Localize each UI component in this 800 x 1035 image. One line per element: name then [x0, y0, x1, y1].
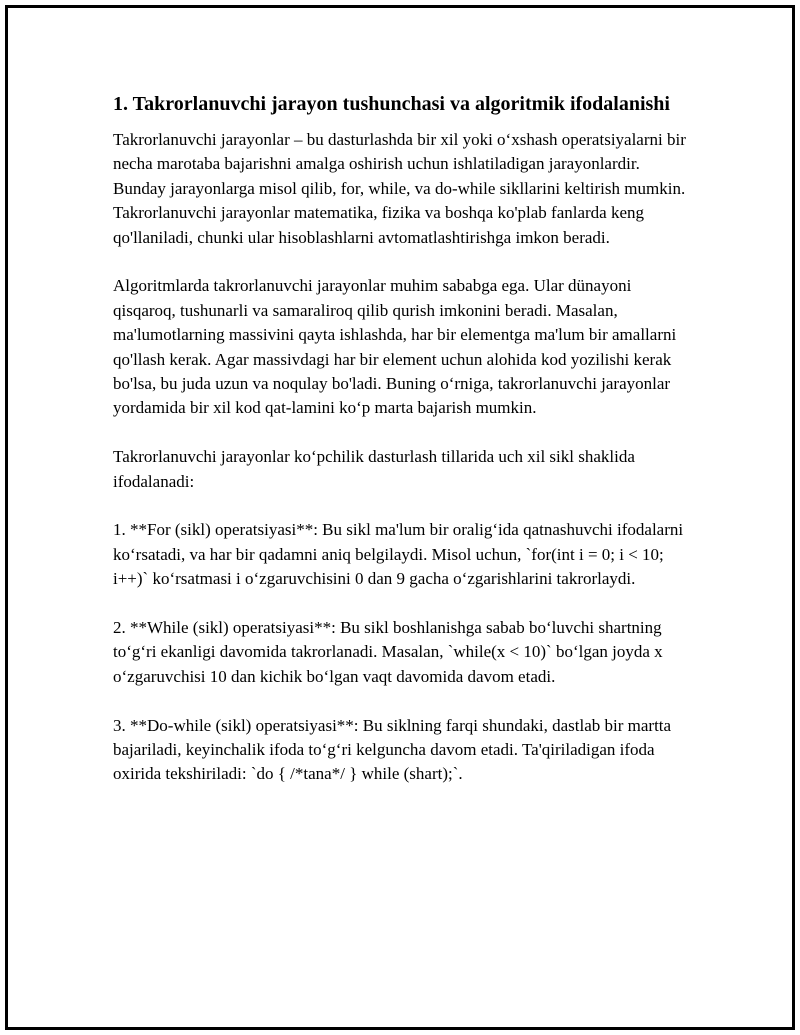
document-body — [113, 90, 693, 811]
section-heading: 1. Takrorlanuvchi jarayon tushunchasi va algoritmik ifodalanishi — [113, 93, 670, 115]
paragraph-loop-types: Takrorlanuvchi jarayonlar ko‘pchilik dasturlash tillarida uch xil sikl shaklida ifodalanadi: — [113, 447, 635, 491]
paragraph-do-while-loop: 3. **Do-while (sikl) operatsiyasi**: Bu siklning farqi shundaki, dastlab bir martta bajariladi, keyinchalik ifoda to‘g‘ri kelguncha davom etadi. Ta'qiriladigan ifoda oxirida tekshiriladi: `do { /*tana*/ } while (shart);`. — [113, 715, 672, 784]
paragraph-for-loop: 1. **For (sikl) operatsiyasi**: Bu sikl ma'lum bir oralig‘ida qatnashuvchi ifodalarni ko‘rsatadi, va har bir qadamni aniq belgilaydi. Misol uchun, `for(int i = 0; i < 10; i++)` ko‘rsatmasi i o‘zgaruvchisini 0 dan 9 gacha o‘zgarishlarini takrorlaydi. — [113, 520, 684, 589]
paragraph-intro: Takrorlanuvchi jarayonlar – bu dasturlashda bir xil yoki o‘xshash operatsiyalarni bir necha marotaba bajarishni amalga oshirish uchun ishlatiladigan jarayonlardir. Bunday jarayonlarga misol qilib, for, while, va do-while sikllarini keltirish mumkin. Takrorlanuvchi jarayonlar matematika, fizika va boshqa ko'plab fanlarda keng qo'llaniladi, chunki ular hisoblashlarni avtomatlashtirishga imkon beradi. — [113, 130, 686, 247]
paragraph-algorithms: Algoritmlarda takrorlanuvchi jarayonlar muhim sababga ega. Ular dünayoni qisqaroq, tushunarli va samaraliroq qilib qurish imkonini beradi. Masalan, ma'lumotlarning massivini qayta ishlashda, har bir elementga ma'lum bir amallarni qo'llash kerak. Agar massivdagi har bir element uchun alohida kod yozilishi kerak bo'lsa, bu juda uzun va noqulay bo'ladi. Buning o‘rniga, takrorlanuvchi jarayonlar yordamida bir xil kod qat-lamini ko‘p marta bajarish mumkin. — [113, 276, 677, 418]
paragraph-while-loop: 2. **While (sikl) operatsiyasi**: Bu sikl boshlanishga sabab bo‘luvchi shartning to‘g‘ri ekanligi davomida takrorlanadi. Masalan, `while(x < 10)` bo‘lgan joyda x o‘zgaruvchisi 10 dan kichik bo‘lgan vaqt davomida davom etadi. — [113, 618, 663, 686]
